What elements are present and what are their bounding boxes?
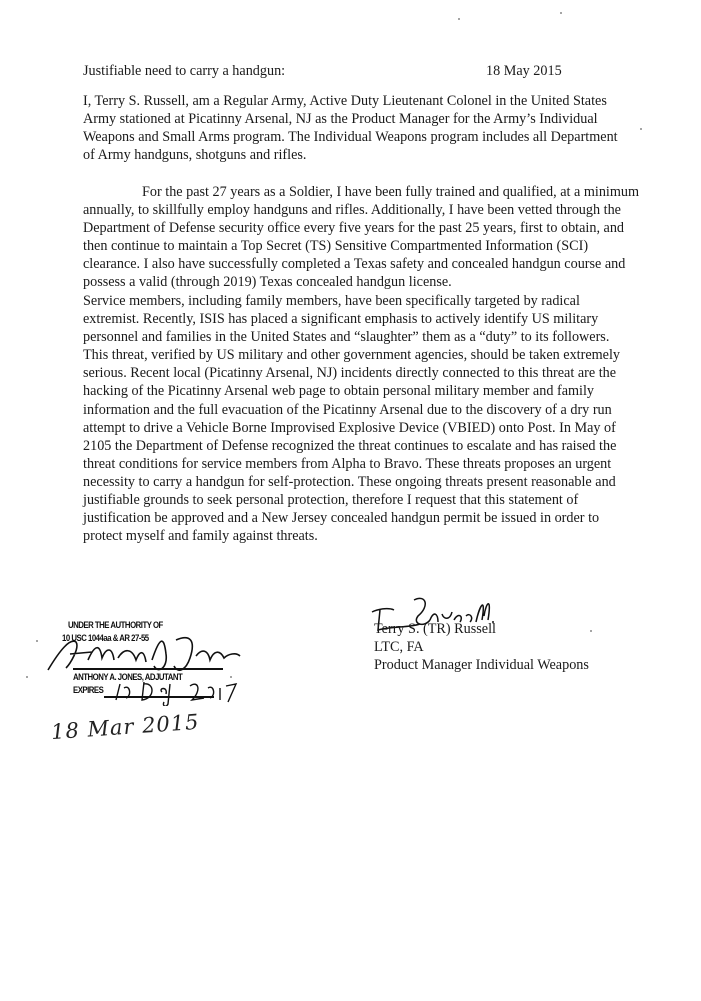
text-line: Department of Defense security office every five years for the past 25 years, first to obtain, and [83, 220, 625, 237]
stamp-rule [73, 668, 223, 670]
author-rank: LTC, FA [374, 639, 424, 655]
text-line: information and the full evacuation of the Picatinny Arsenal due to the discovery of a dry run [83, 401, 612, 418]
paragraph-introduction [83, 92, 618, 164]
text-line: annually, to skillfully employ handguns and rifles. Additionally, I have been vetted through the [83, 202, 621, 219]
text-line: clearance. I also have successfully completed a Texas safety and concealed handgun course and [83, 256, 626, 273]
stamp-name-line: ANTHONY A. JONES, ADJUTANT [73, 672, 183, 683]
stamp-expires-label: EXPIRES [73, 685, 104, 696]
handwritten-expiry [110, 676, 240, 706]
stamp-authority-line: UNDER THE AUTHORITY OF [68, 620, 163, 631]
text-line: attempt to drive a Vehicle Borne Improvised Explosive Device (VBIED) onto Post. In May of [83, 419, 616, 436]
text-line: protect myself and family against threats. [83, 528, 318, 545]
letter-date: 18 May 2015 [486, 63, 562, 79]
text-line: personnel and families in the United States and “slaughter” them as a “duty” to its followers. [83, 329, 610, 346]
scan-speck [458, 18, 460, 20]
text-line: possess a valid (through 2019) Texas concealed handgun license. [83, 274, 452, 291]
text-line: hacking of the Picatinny Arsenal web page to obtain personal military member and family [83, 383, 594, 400]
text-line: I, Terry S. Russell, am a Regular Army, Active Duty Lieutenant Colonel in the United States [83, 93, 607, 109]
scan-speck [230, 676, 232, 678]
text-line: Weapons and Small Arms program. The Individual Weapons program includes all Department [83, 129, 618, 146]
text-line: justification be approved and a New Jersey concealed handgun permit be issued in order to [83, 510, 600, 527]
text-line: serious. Recent local (Picatinny Arsenal, NJ) incidents directly connected to this threat are the [83, 365, 617, 382]
paragraph-threat-justification [83, 292, 620, 545]
author-title: Product Manager Individual Weapons [374, 657, 589, 673]
text-line: then continue to maintain a Top Secret (TS) Sensitive Compartmented Information (SCI) [83, 238, 589, 255]
text-line: This threat, verified by US military and other government agencies, should be taken extremely [83, 347, 620, 364]
scan-speck [36, 640, 38, 642]
scan-speck [590, 630, 592, 632]
handwritten-stamp-date: 18 Mar 2015 [50, 709, 201, 745]
scan-speck [26, 676, 28, 678]
text-line: justifiable grounds to seek personal protection, therefore I request that this statement of [83, 492, 579, 509]
text-line: of Army handguns, shotguns and rifles. [83, 147, 307, 164]
stamp-statute-line: 10 USC 1044aa & AR 27-55 [62, 633, 149, 644]
text-line: For the past 27 years as a Soldier, I have been fully trained and qualified, at a minimum [142, 184, 640, 200]
text-line: threat conditions for service members from Alpha to Bravo. These threats proposes an urgent [83, 455, 612, 472]
scan-speck [640, 128, 642, 130]
text-line: Army stationed at Picatinny Arsenal, NJ as the Product Manager for the Army’s Individual [83, 111, 598, 128]
text-line: necessity to carry a handgun for self-protection. These ongoing threats present reasonable and [83, 473, 616, 490]
letter-heading: Justifiable need to carry a handgun: [83, 63, 286, 79]
letter-header [83, 62, 563, 80]
signature-block [368, 590, 628, 690]
text-line: extremist. Recently, ISIS has placed a significant emphasis to actively identify US military [83, 311, 599, 328]
text-line: 2105 the Department of Defense recognized the threat continues to escalate and has raised the [83, 437, 617, 454]
paragraph-qualifications [83, 183, 640, 292]
author-name: Terry S. (TR) Russell [374, 621, 496, 637]
scan-speck [560, 12, 562, 14]
text-line: Service members, including family members, have been specifically targeted by radical [83, 293, 580, 309]
